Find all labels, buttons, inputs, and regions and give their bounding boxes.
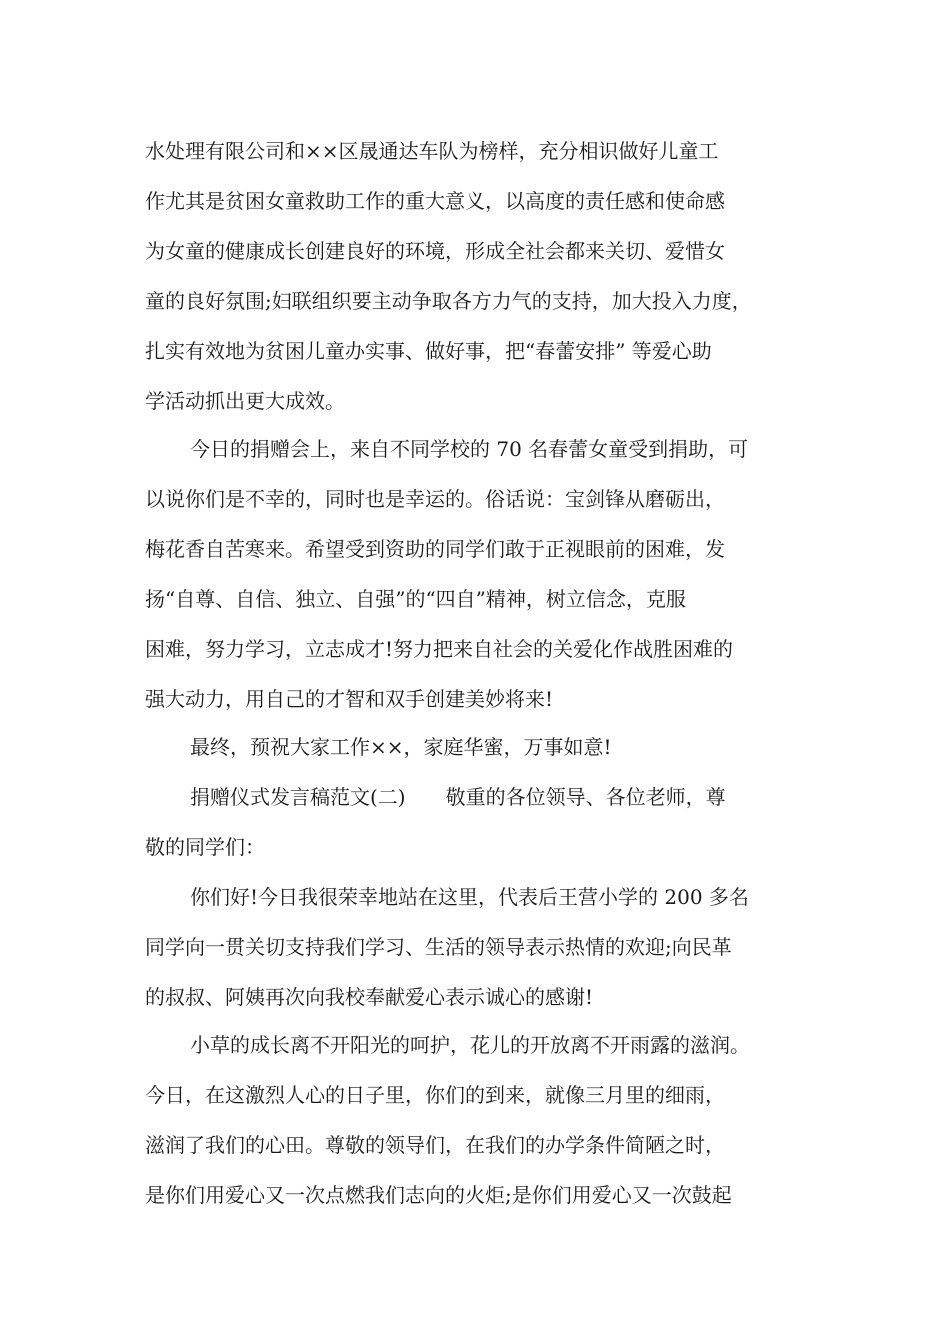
text-line: 今日的捐赠会上，来自不同学校的 70 名春蕾女童受到捐助，可	[190, 437, 749, 461]
text-line: 强大动力，用自己的才智和双手创建美妙将来!	[145, 687, 554, 711]
text-line: 是你们用爱心又一次点燃我们志向的火炬;是你们用爱心又一次鼓起	[145, 1183, 732, 1207]
text-line: 滋润了我们的心田。尊敬的领导们，在我们的办学条件简陋之时，	[145, 1133, 725, 1157]
text-line: 为女童的健康成长创建良好的环境，形成全社会都来关切、爱惜女	[145, 239, 725, 263]
text-line: 以说你们是不幸的，同时也是幸运的。俗话说：宝剑锋从磨砺出，	[145, 487, 725, 511]
text-line: 水处理有限公司和××区晟通达车队为榜样，充分相识做好儿童工	[145, 139, 719, 163]
text-line: 学活动抓出更大成效。	[145, 389, 345, 413]
text-line: 今日，在这激烈人心的日子里，你们的到来，就像三月里的细雨，	[145, 1083, 725, 1107]
text-line: 作尤其是贫困女童救助工作的重大意义，以高度的责任感和使命感	[145, 189, 725, 213]
text-line: 敬的同学们：	[145, 835, 265, 859]
text-line: 捐赠仪式发言稿范文(二) 敬重的各位领导、各位老师，尊	[190, 785, 726, 809]
text-line: 你们好!今日我很荣幸地站在这里，代表后王营小学的 200 多名	[190, 885, 749, 909]
text-line: 困难，努力学习，立志成才!努力把来自社会的关爱化作战胜困难的	[145, 637, 734, 661]
text-line: 扎实有效地为贫困儿童办实事、做好事，把“春蕾安排” 等爱心助	[145, 339, 712, 363]
text-line: 最终，预祝大家工作××，家庭华蜜，万事如意!	[190, 735, 612, 759]
text-line: 童的良好氛围;妇联组织要主动争取各方力气的支持，加大投入力度，	[145, 289, 752, 313]
text-line: 同学向一贯关切支持我们学习、生活的领导表示热情的欢迎;向民革	[145, 935, 732, 959]
text-line: 小草的成长离不开阳光的呵护，花儿的开放离不开雨露的滋润。	[190, 1033, 750, 1057]
text-line: 梅花香自苦寒来。希望受到资助的同学们敢于正视眼前的困难，发	[145, 537, 725, 561]
text-line: 扬“自尊、自信、独立、自强”的“四自”精神，树立信念，克服	[145, 587, 686, 611]
text-line: 的叔叔、阿姨再次向我校奉献爱心表示诚心的感谢!	[145, 985, 594, 1009]
